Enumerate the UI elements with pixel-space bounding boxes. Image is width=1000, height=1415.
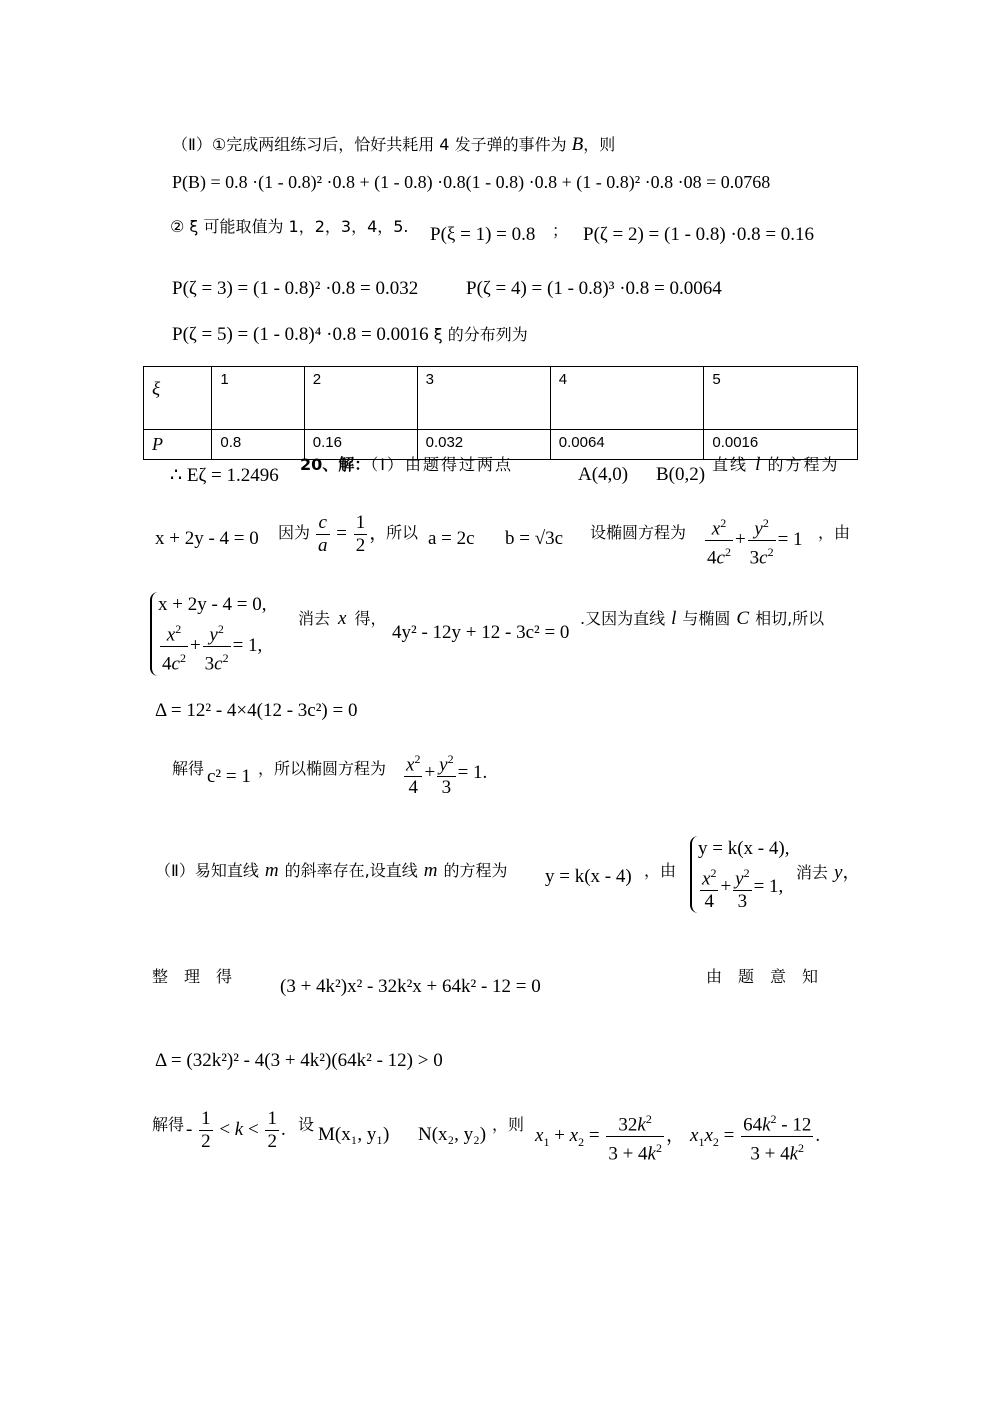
line-6-text-a: （Ⅰ）由题得过两点 <box>370 455 514 474</box>
expectation: ∴ Eζ = 1.2496 <box>170 465 279 486</box>
ellipse-equation: $\frac{x^2}{4}$ + $\frac{y^2}{3}$ = 1. <box>402 748 487 799</box>
line-1-text-a: （Ⅱ）①完成两组练习后，恰好共耗用 4 发子弹的事件为 <box>172 135 572 154</box>
ratio-fraction: $\frac{c}{a}$ = $\frac{1}{2}$ ， <box>318 512 389 556</box>
line-6-text-b: 直线 <box>712 455 756 474</box>
line-1-text-b: ，则 <box>583 135 616 154</box>
var-m-2: m <box>423 860 438 881</box>
table-cell: 0.16 <box>304 430 417 460</box>
ellipse-equation-general: $\frac{x^2}{4c^2}$ + $\frac{y^2}{3c^2}$ = 1 <box>703 512 803 570</box>
system-1: x + 2y - 4 = 0, $\frac{x^2}{4c^2}$ + $\frac{y^2}{3c^2}$ = 1, <box>150 592 267 676</box>
line-8-t5: 相切,所以 <box>755 609 825 628</box>
var-x: x <box>338 608 347 629</box>
system-2: y = k(x - 4), $\frac{x^2}{4}$ + $\frac{y^2}{3}$ = 1, <box>690 836 789 913</box>
table-row <box>144 367 858 430</box>
line-11-t4: ，由 <box>644 861 677 880</box>
line-11b: 消去 y， <box>796 862 861 883</box>
discriminant-1: Δ = 12² - 4×4(12 - 3c²) = 0 <box>155 700 358 721</box>
point-b: B(0,2) <box>656 464 706 485</box>
line-7-t3: 设椭圆方程为 <box>590 523 687 542</box>
c-squared: c² = 1 <box>207 766 251 787</box>
line-7-eq: x + 2y - 4 = 0 <box>155 528 259 549</box>
line-10-t1: 解得 <box>172 759 205 778</box>
vieta-sum: $x_1 + x_2$ = $\frac{32k^2}{3 + 4k^2}$ ， <box>535 1108 685 1166</box>
line-7-t1: 因为 <box>278 523 311 542</box>
line-11-t2: 的斜率存在,设直线 <box>284 861 418 880</box>
var-l: l <box>671 608 677 629</box>
line-3-eq2: P(ζ = 2) = (1 - 0.8) ·0.8 = 0.16 <box>583 224 815 245</box>
var-m: m <box>264 860 279 881</box>
table-cell: P <box>144 430 212 460</box>
system-1-eq1: x + 2y - 4 = 0, <box>158 594 267 615</box>
table-cell: 5 <box>704 367 858 430</box>
point-n: N(x₂, y₂) <box>418 1124 487 1145</box>
point-a: A(4,0) <box>578 464 629 485</box>
vieta-product: $x_1x_2$ = $\frac{64k^2 - 12}{3 + 4k^2}$ . <box>690 1108 820 1166</box>
line-3-sep: ； <box>552 221 569 240</box>
line-2-formula: P(B) = 0.8 ·(1 - 0.8)² ·0.8 + (1 - 0.8) ·0.8(1 - 0.8) ·0.8 + (1 - 0.8)² ·0.8 ·08 = 0.0768 <box>172 172 771 192</box>
event-b: B <box>571 134 584 155</box>
line-7-t4: ，由 <box>818 523 851 542</box>
line-3-text: ② ξ 可能取值为 1，2，3，4，5. <box>170 217 409 236</box>
k-range: - $\frac{1}{2}$ < k < $\frac{1}{2}$ . <box>186 1108 286 1152</box>
line-14-t2: 设 <box>298 1115 315 1134</box>
table-cell: ξ <box>144 367 212 430</box>
problem-number: 20、解： <box>300 455 371 474</box>
line-11-t1: （Ⅱ）易知直线 <box>155 861 259 880</box>
line-11-t5: 消去 <box>796 863 829 882</box>
b-eq: b = √3c <box>505 528 564 549</box>
line-6b <box>712 452 839 476</box>
table-cell: 3 <box>417 367 550 430</box>
system-2-eq1: y = k(x - 4), <box>698 838 790 859</box>
quadratic-equation: (3 + 4k²)x² - 32k²x + 64k² - 12 = 0 <box>280 976 541 997</box>
line-7-t2: 所以 <box>386 523 419 542</box>
line-12-t1: 整 理 得 <box>152 967 233 986</box>
discriminant-2: Δ = (32k²)² - 4(3 + 4k²)(64k² - 12) > 0 <box>155 1050 443 1071</box>
line-5-eq: P(ζ = 5) = (1 - 0.8)⁴ ·0.8 = 0.0016 <box>172 324 429 345</box>
line-3-eq1: P(ξ = 1) = 0.8 <box>430 224 536 245</box>
line-12-t2: 由 题 意 知 <box>706 967 819 986</box>
distribution-table <box>143 366 858 460</box>
table-cell: 1 <box>212 367 304 430</box>
line-5 <box>172 322 528 346</box>
line-14-t3: ，则 <box>492 1115 525 1134</box>
line-m-equation: y = k(x - 4) <box>545 866 632 887</box>
table-cell: 2 <box>304 367 417 430</box>
table-cell: 0.0064 <box>550 430 704 460</box>
line-l: l <box>755 454 761 475</box>
line-11 <box>155 858 507 882</box>
line-8b <box>580 606 824 630</box>
table-cell: 0.0016 <box>704 430 858 460</box>
line-8-t2: 得， <box>354 609 387 628</box>
line-11-t3: 的方程为 <box>443 861 508 880</box>
table-cell: 0.8 <box>212 430 304 460</box>
line-5-text: ξ 的分布列为 <box>428 325 528 344</box>
line-4-eq1: P(ζ = 3) = (1 - 0.8)² ·0.8 = 0.032 <box>172 278 419 299</box>
table-cell: 4 <box>550 367 704 430</box>
line-8-t4: 与椭圆 <box>682 609 731 628</box>
point-m: M(x₁, y₁) <box>318 1124 390 1145</box>
var-y: y <box>834 862 843 883</box>
var-c: C <box>736 608 750 629</box>
line-8-t1: 消去 <box>298 609 331 628</box>
line-8-eq: 4y² - 12y + 12 - 3c² = 0 <box>392 622 570 643</box>
line-10-t2: ，所以椭圆方程为 <box>258 759 387 778</box>
line-1 <box>172 132 615 156</box>
table-cell: 0.032 <box>417 430 550 460</box>
line-14-t1: 解得 <box>152 1115 185 1134</box>
line-6-text-c: 的方程为 <box>760 455 840 474</box>
line-6 <box>300 452 513 475</box>
line-3 <box>170 214 409 237</box>
line-8-t3: .又因为直线 <box>580 609 666 628</box>
a-eq: a = 2c <box>428 528 475 549</box>
line-8 <box>298 606 386 630</box>
line-4-eq2: P(ζ = 4) = (1 - 0.8)³ ·0.8 = 0.0064 <box>466 278 722 299</box>
